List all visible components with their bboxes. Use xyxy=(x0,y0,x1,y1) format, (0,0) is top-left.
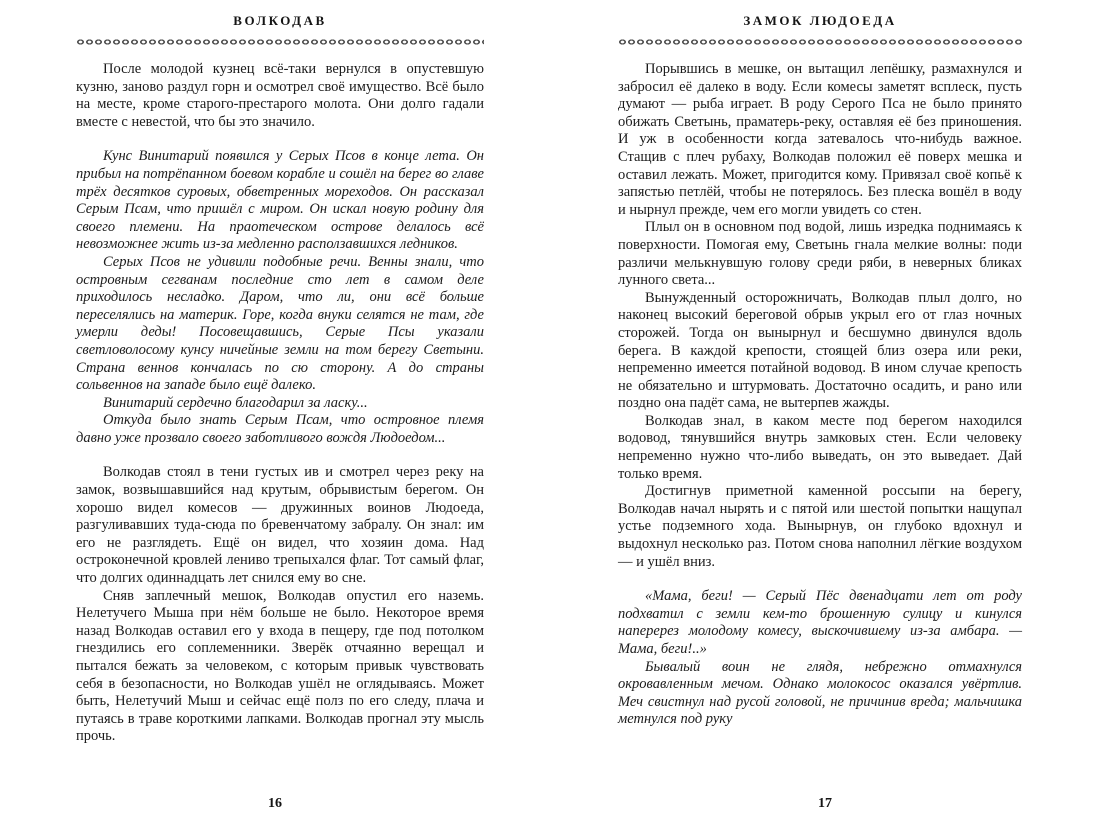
paragraph: Достигнув приметной каменной россыпи на берегу, Волкодав начал нырять и с пятой или шестой попытки нащупал устье подземного хода. Вынырнув, он глубоко вдохнул и выдохнул несколько раз. Потом снова наполнил лёгкие воздухом — и ушёл вниз. xyxy=(618,483,1022,570)
page-number-right: 17 xyxy=(818,796,832,811)
page-text-right xyxy=(618,61,1022,729)
paragraph: Плыл он в основном под водой, лишь изредка поднимаясь к поверхности. Помогая ему, Светынь гнала мелкие волны: поди различи мелькнувшую голову среди ряби, в неверных бликах лунного света... xyxy=(618,219,1022,289)
paragraph: Вынужденный осторожничать, Волкодав плыл долго, но наконец высокий береговой обрыв укрыл его от глаз ночных сторожей. Тогда он вынырнул и бесшумно двинулся вдоль берега. В каждой крепости, стоящей близ озера или реки, непременно имеется потайной водовод. В ином случае крепость не обязательно и штурмовать. Достаточно осадить, и рано или поздно она падёт сама, не вытерпев жажды. xyxy=(618,289,1022,412)
paragraph: Порывшись в мешке, он вытащил лепёшку, размахнулся и забросил её далеко в воду. Если комесы заметят всплеск, пусть думают — рыба играет. В роду Серого Пса не было принято обижать Светынь, праматерь-реку, оставляя её без приношения. И уж в особенности когда затевалось что-нибудь важное. Стащив с плеч рубаху, Волкодав положил её поверх мешка и оставил лежать. Может, пригодится кому. Привязал своё копьё к запястью петлёй, чтобы не потерялось. Без плеска вошёл в воду и нырнул прежде, чем его могли увидеть со стен. xyxy=(618,61,1022,218)
running-header-left: ВОЛКОДАВ xyxy=(233,13,327,28)
chain-ornament xyxy=(76,38,484,46)
page-text-left xyxy=(76,61,484,746)
book-page-right xyxy=(550,0,1100,825)
paragraph: После молодой кузнец всё-таки вернулся в опустевшую кузню, заново раздул горн и осмотрел своё имущество. Всё было на месте, кроме старого-престарого молота. Они долго гадали вместе с невестой, что бы это значило. xyxy=(76,61,484,130)
paragraph: Сняв заплечный мешок, Волкодав опустил его наземь. Нелетучего Мыша при нём больше не было. Некоторое время назад Волкодав оставил его у входа в пещеру, где под потолком гнездились его соплеменники. Зверёк отчаянно верещал и пытался бежать за человеком, с которым привык чувствовать себя в безопасности, но Волкодав ушёл не оглядываясь. Может быть, Нелетучий Мыш и сейчас ещё полз по его следу, плача и путаясь в траве короткими лапками. Волкодав прогнал эту мысль прочь. xyxy=(76,587,484,745)
paragraph: Бывалый воин не глядя, небрежно отмахнулся окровавленным мечом. Однако молокосос оказался увёртлив. Меч свистнул над русой головой, не причинив вреда; мальчишка метнулся под руку xyxy=(618,658,1022,728)
paragraph: Кунс Винитарий появился у Серых Псов в конце лета. Он прибыл на потрёпанном боевом корабле и сошёл на берег во главе трёх десятков суровых, обветренных мореходов. Он рассказал Серым Псам, что пришёл с миром. Он искал новую родину для своего племени. На праотеческом острове делалось всё невозможнее жить из-за медленно расползавшихся ледников. xyxy=(76,148,484,253)
paragraph: Волкодав стоял в тени густых ив и смотрел через реку на замок, возвышавшийся над крутым, обрывистым берегом. Он хорошо видел комесов — дружинных воинов Людоеда, разгуливавших туда-сюда по бревенчатому забралу. Он знал: им его не разглядеть. Ещё он видел, что хозяин дома. Над остроконечной кровлей лениво трепыхался флаг. Тот самый флаг, что долгих одиннадцать лет снился ему во сне. xyxy=(76,464,484,587)
chain-ornament xyxy=(618,38,1022,46)
page-content-left xyxy=(76,13,484,746)
paragraph: Волкодав знал, в каком месте под берегом находился водовод, тянувшийся внутрь замковых стен. Если человеку непременно нужно что-либо выведать, он это выведает. Дай только время. xyxy=(618,412,1022,482)
paragraph: «Мама, беги! — Серый Пёс двенадцати лет от роду подхватил с земли кем-то брошенную сулицу и кинулся наперерез молодому комесу, выскочившему из-за амбара. — Мама, беги!..» xyxy=(618,588,1022,657)
paragraph: Откуда было знать Серым Псам, что островное племя давно уже прозвало своего заботливого вождя Людоедом... xyxy=(76,412,484,446)
paragraph: Серых Псов не удивили подобные речи. Венны знали, что островным сегванам последние сто лет в самом деле приходилось несладко. Даром, что ли, они всё больше переселялись на материк. Горе, когда внуки селятся не там, где умерли деды! Посовещавшись, Серые Псы указали светловолосому кунсу ничейные земли на том берегу Светыни. Страна веннов кончалась по сю сторону. А до страны сольвеннов на западе было ещё далеко. xyxy=(76,253,484,394)
paragraph: Винитарий сердечно благодарил за ласку... xyxy=(103,394,368,411)
page-number-left: 16 xyxy=(268,796,282,811)
running-header-right: ЗАМОК ЛЮДОЕДА xyxy=(743,13,897,28)
page-content-right xyxy=(618,13,1022,729)
